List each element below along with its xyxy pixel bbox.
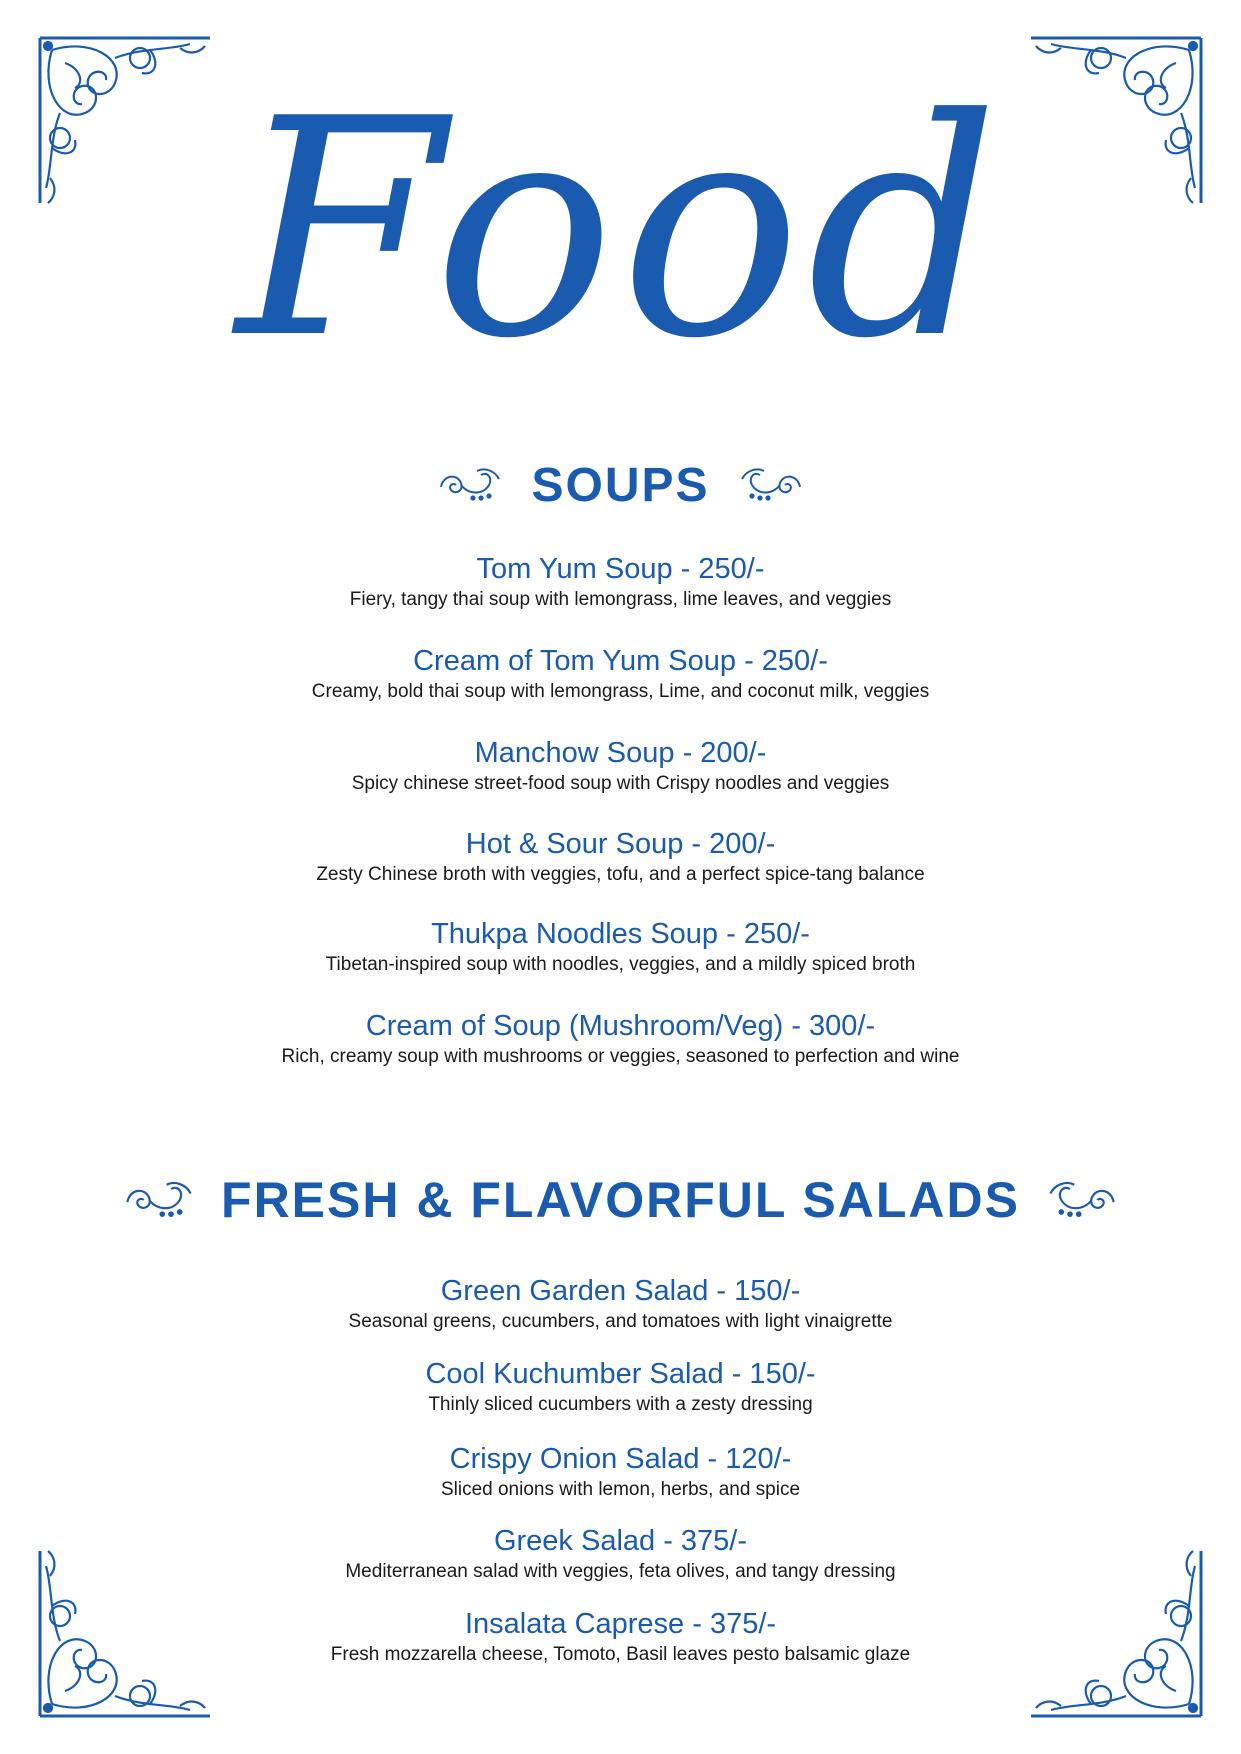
- menu-item-description: Mediterranean salad with veggies, feta olives, and tangy dressing: [345, 1561, 896, 1582]
- menu-item-description: Fiery, tangy thai soup with lemongrass, lime leaves, and veggies: [349, 589, 892, 610]
- menu-item-name: Tom Yum Soup - 250/-: [476, 553, 765, 585]
- menu-item-name: Green Garden Salad - 150/-: [440, 1275, 801, 1307]
- menu-item-description: Tibetan-inspired soup with noodles, veggies, and a mildly spiced broth: [325, 954, 916, 975]
- menu-item-name: Cream of Soup (Mushroom/Veg) - 300/-: [365, 1010, 876, 1042]
- section-heading-salads: [0, 1165, 1241, 1235]
- menu-item-name: Thukpa Noodles Soup - 250/-: [431, 918, 810, 950]
- flourish-icon: [1046, 1178, 1118, 1222]
- menu-item: [0, 1273, 1241, 1335]
- section-heading-soups: [0, 455, 1241, 515]
- menu-item-description: Creamy, bold thai soup with lemongrass, Lime, and coconut milk, veggies: [311, 681, 930, 702]
- menu-item: [0, 1606, 1241, 1668]
- flourish-icon: [738, 465, 804, 505]
- menu-item-name: Crispy Onion Salad - 120/-: [449, 1443, 792, 1475]
- menu-item: [0, 1523, 1241, 1585]
- menu-item-description: Rich, creamy soup with mushrooms or veggies, seasoned to perfection and wine: [281, 1046, 960, 1067]
- menu-item-description: Thinly sliced cucumbers with a zesty dressing: [428, 1394, 813, 1415]
- menu-item-name: Hot & Sour Soup - 200/-: [465, 828, 776, 860]
- menu-item-description: Spicy chinese street-food soup with Crispy noodles and veggies: [351, 773, 890, 794]
- menu-item: [0, 916, 1241, 978]
- menu-item: [0, 1356, 1241, 1418]
- menu-item: [0, 735, 1241, 797]
- menu-item: [0, 1008, 1241, 1070]
- menu-item-name: Greek Salad - 375/-: [493, 1525, 748, 1557]
- menu-item: [0, 643, 1241, 705]
- menu-item: [0, 551, 1241, 613]
- flourish-icon: [123, 1178, 195, 1222]
- menu-item-description: Fresh mozzarella cheese, Tomoto, Basil leaves pesto balsamic glaze: [330, 1644, 911, 1665]
- menu-item: [0, 1441, 1241, 1503]
- menu-item: [0, 826, 1241, 888]
- section-heading-label: FRESH & FLAVORFUL SALADS: [221, 1172, 1020, 1228]
- menu-item-description: Sliced onions with lemon, herbs, and spice: [440, 1479, 801, 1500]
- menu-item-description: Seasonal greens, cucumbers, and tomatoes with light vinaigrette: [348, 1311, 893, 1332]
- menu-item-name: Cream of Tom Yum Soup - 250/-: [413, 645, 828, 677]
- menu-item-name: Manchow Soup - 200/-: [474, 737, 767, 769]
- menu-item-description: Zesty Chinese broth with veggies, tofu, and a perfect spice-tang balance: [316, 864, 925, 885]
- menu-item-name: Insalata Caprese - 375/-: [464, 1608, 777, 1640]
- page-title: Food: [235, 55, 1006, 404]
- menu-item-name: Cool Kuchumber Salad - 150/-: [425, 1358, 816, 1390]
- section-heading-label: SOUPS: [531, 458, 710, 512]
- flourish-icon: [437, 465, 503, 505]
